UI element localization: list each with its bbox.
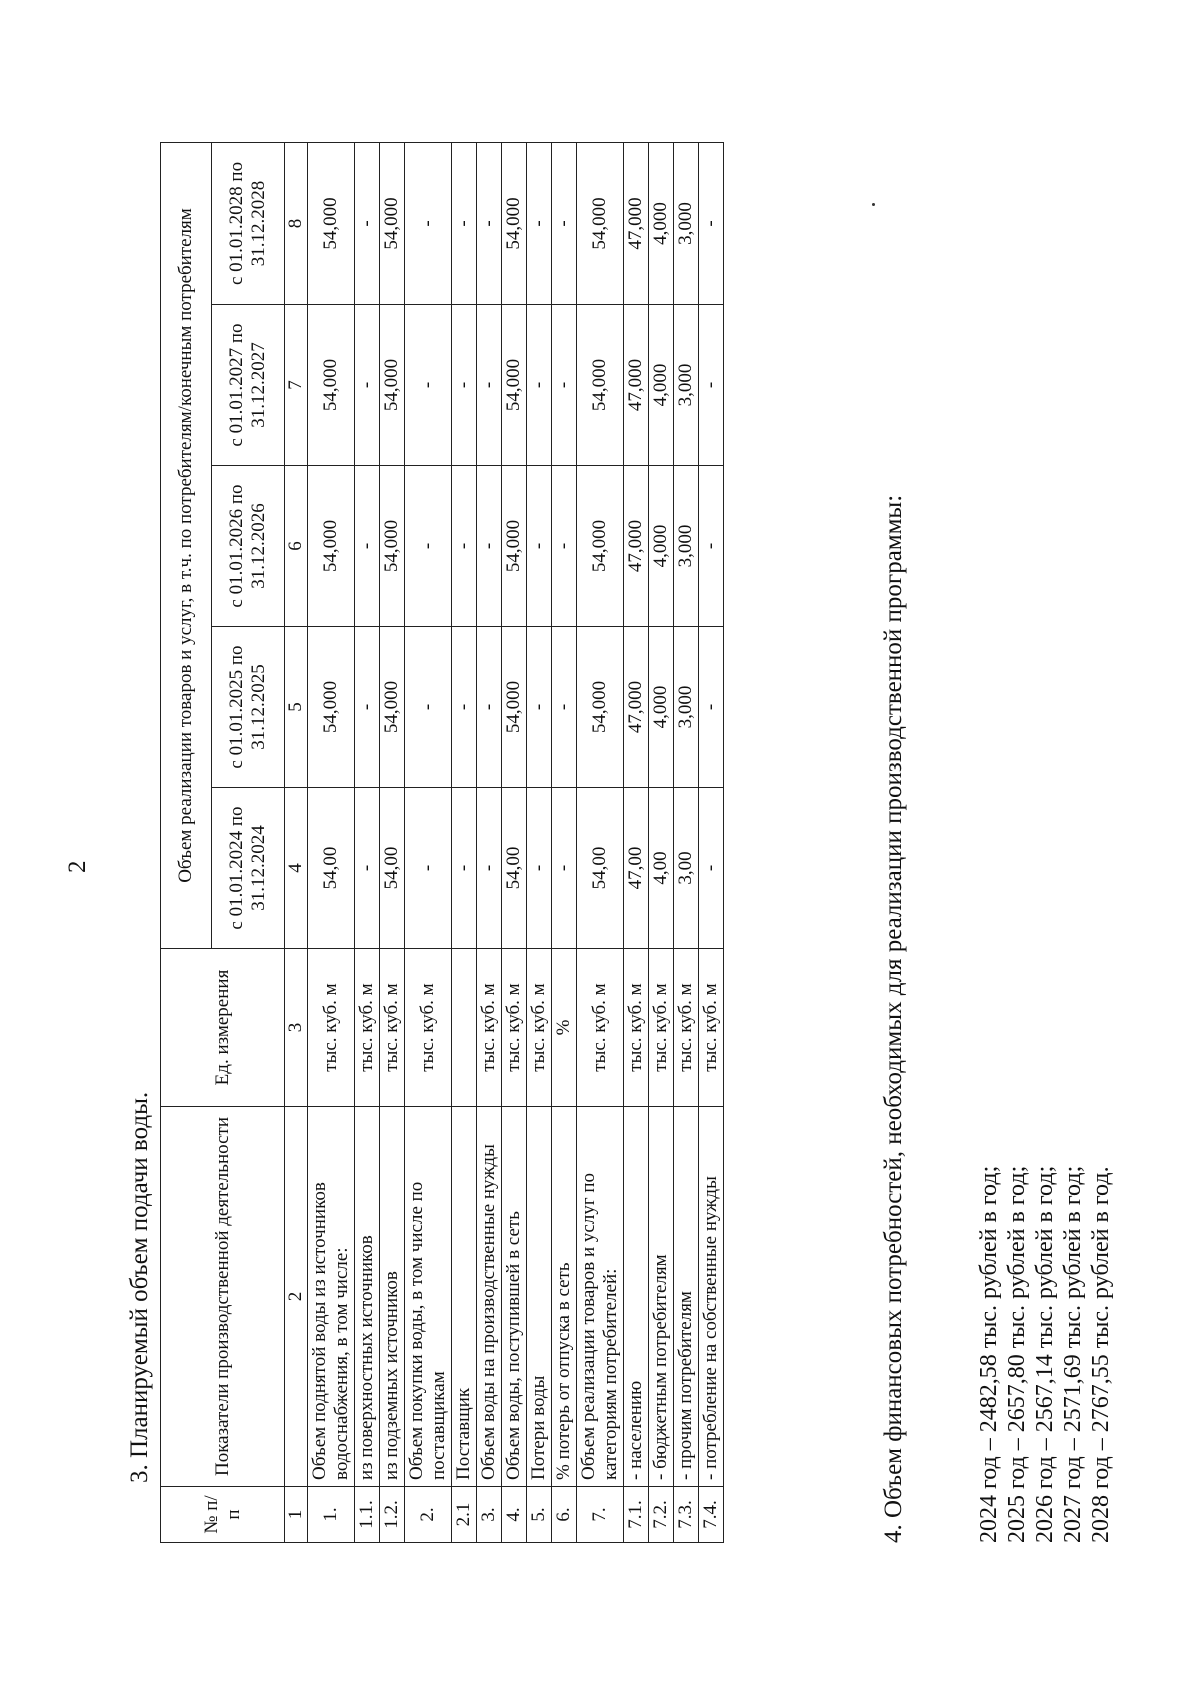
row-value: - [699,788,724,949]
row-num: 2.1 [452,1487,477,1543]
row-unit: тыс. куб. м [674,949,699,1107]
row-unit: тыс. куб. м [502,949,527,1107]
row-unit: тыс. куб. м [477,949,502,1107]
row-unit: тыс. куб. м [308,949,355,1107]
table-row [477,142,502,1542]
row-value: - [477,142,502,304]
row-value: - [405,627,452,788]
row-value: 54,000 [308,305,355,466]
row-value: - [355,466,380,627]
row-num: 7.3. [674,1487,699,1543]
row-value: - [405,305,452,466]
col-number: 8 [285,142,308,304]
table-row [502,142,527,1542]
row-name: Объем реализации товаров и услуг по категориям потребителей: [577,1107,624,1487]
row-value: - [452,142,477,304]
row-value: - [452,305,477,466]
row-value: - [452,466,477,627]
row-value: 4,000 [649,305,674,466]
table-row [624,142,649,1542]
row-value: 54,000 [577,466,624,627]
row-num: 1.2. [380,1487,405,1543]
row-value: 47,000 [624,142,649,304]
row-value: - [405,142,452,304]
row-value: 54,000 [380,466,405,627]
row-value: - [552,627,577,788]
col-number: 1 [285,1487,308,1543]
col-number: 5 [285,627,308,788]
row-value: - [699,627,724,788]
row-value: - [552,788,577,949]
row-value: 54,000 [502,305,527,466]
table-row [552,142,577,1542]
row-value: - [527,627,552,788]
row-value: - [405,788,452,949]
row-unit: тыс. куб. м [699,949,724,1107]
row-value: 4,000 [649,466,674,627]
row-value: - [355,305,380,466]
row-num: 4. [502,1487,527,1543]
row-value: 54,000 [380,627,405,788]
row-unit [452,949,477,1107]
section-3-title: 3. Планируемый объем подачи воды. [126,1091,153,1483]
row-unit: тыс. куб. м [577,949,624,1107]
row-value: 54,000 [502,142,527,304]
row-value: - [552,142,577,304]
table-row [405,142,452,1542]
row-value: 54,000 [380,142,405,304]
stray-mark [872,203,875,206]
row-name: Объем покупки воды, в том числе по поставщикам [405,1107,452,1487]
row-name: из подземных источников [380,1107,405,1487]
row-value: - [477,627,502,788]
row-value: - [527,142,552,304]
row-value: - [405,466,452,627]
row-name: из поверхностных источников [355,1107,380,1487]
row-value: - [452,627,477,788]
table-row [527,142,552,1542]
row-value: 3,000 [674,466,699,627]
row-value: - [477,305,502,466]
row-name: Объем воды на производственные нужды [477,1107,502,1487]
row-unit: тыс. куб. м [624,949,649,1107]
row-value: 3,000 [674,305,699,466]
row-num: 2. [405,1487,452,1543]
row-value: 54,000 [308,466,355,627]
table-row [380,142,405,1542]
row-value: 4,00 [649,788,674,949]
row-unit: тыс. куб. м [355,949,380,1107]
row-value: 3,000 [674,142,699,304]
table-row [649,142,674,1542]
row-value: - [452,788,477,949]
row-value: 47,00 [624,788,649,949]
row-value: 4,000 [649,142,674,304]
row-value: 47,000 [624,627,649,788]
page-number: 2 [64,860,91,873]
row-unit: тыс. куб. м [380,949,405,1107]
row-num: 7. [577,1487,624,1543]
finance-line: 2026 год – 2567,14 тыс. рублей в год; [1032,1165,1058,1543]
row-name: % потерь от отпуска в сеть [552,1107,577,1487]
row-value: 54,00 [380,788,405,949]
row-unit: тыс. куб. м [405,949,452,1107]
header-group: Объем реализации товаров и услуг, в т.ч. по потребителям/конечным потребителям [161,142,212,948]
row-value: 54,000 [577,305,624,466]
finance-list [975,1166,1115,1543]
header-period-2025: с 01.01.2025 по 31.12.2025 [212,627,285,788]
finance-line: 2028 год – 2767,55 тыс. рублей в год. [1088,1166,1114,1543]
row-value: 54,000 [577,627,624,788]
row-name: - прочим потребителям [674,1107,699,1487]
row-num: 7.1. [624,1487,649,1543]
row-num: 6. [552,1487,577,1543]
row-value: 54,00 [577,788,624,949]
row-value: 54,00 [308,788,355,949]
header-period-2028: с 01.01.2028 по 31.12.2028 [212,142,285,304]
row-value: - [699,466,724,627]
table-row [577,142,624,1542]
row-name: Поставщик [452,1107,477,1487]
table-row [674,142,699,1542]
table-row [699,142,724,1542]
water-supply-table [160,142,724,1543]
row-value: - [527,466,552,627]
row-value: - [355,142,380,304]
row-value: 3,000 [674,627,699,788]
table-row [308,142,355,1542]
finance-line: 2027 год – 2571,69 тыс. рублей в год; [1060,1165,1086,1543]
col-number: 4 [285,788,308,949]
header-unit: Ед. измерения [161,949,285,1107]
header-period-2024: с 01.01.2024 по 31.12.2024 [212,788,285,949]
row-num: 5. [527,1487,552,1543]
row-value: 54,000 [380,305,405,466]
row-value: - [527,305,552,466]
row-value: 54,000 [308,627,355,788]
row-value: 54,000 [502,466,527,627]
row-unit: тыс. куб. м [527,949,552,1107]
row-num: 3. [477,1487,502,1543]
row-unit: % [552,949,577,1107]
col-number: 6 [285,466,308,627]
finance-line: 2024 год – 2482,58 тыс. рублей в год; [976,1165,1002,1543]
header-period-2027: с 01.01.2027 по 31.12.2027 [212,305,285,466]
row-value: 54,000 [577,142,624,304]
table-row [452,142,477,1542]
row-value: - [477,788,502,949]
row-value: - [527,788,552,949]
header-period-2026: с 01.01.2026 по 31.12.2026 [212,466,285,627]
row-value: - [552,466,577,627]
row-value: 47,000 [624,466,649,627]
row-value: - [355,627,380,788]
row-value: 54,00 [502,788,527,949]
row-value: - [552,305,577,466]
row-value: 47,000 [624,305,649,466]
row-value: - [477,466,502,627]
row-value: - [699,305,724,466]
row-num: 1. [308,1487,355,1543]
row-value: 3,00 [674,788,699,949]
row-value: - [699,142,724,304]
row-name: Потери воды [527,1107,552,1487]
row-num: 7.4. [699,1487,724,1543]
row-value: - [355,788,380,949]
col-number: 7 [285,305,308,466]
row-name: - населению [624,1107,649,1487]
header-indicator: Показатели производственной деятельности [161,1107,285,1487]
row-value: 54,000 [502,627,527,788]
row-name: - бюджетным потребителям [649,1107,674,1487]
finance-line: 2025 год – 2657,80 тыс. рублей в год; [1004,1165,1030,1543]
col-number: 2 [285,1107,308,1487]
row-num: 7.2. [649,1487,674,1543]
section-4-title: 4. Объем финансовых потребностей, необходимых для реализации производственной программы: [880,494,907,1543]
header-num: № п/п [161,1487,285,1543]
row-value: 4,000 [649,627,674,788]
row-name: Объем поднятой воды из источников водоснабжения, в том числе: [308,1107,355,1487]
row-name: - потребление на собственные нужды [699,1107,724,1487]
col-number: 3 [285,949,308,1107]
row-name: Объем воды, поступившей в сеть [502,1107,527,1487]
row-num: 1.1. [355,1487,380,1543]
row-value: 54,000 [308,142,355,304]
row-unit: тыс. куб. м [649,949,674,1107]
table-row [355,142,380,1542]
